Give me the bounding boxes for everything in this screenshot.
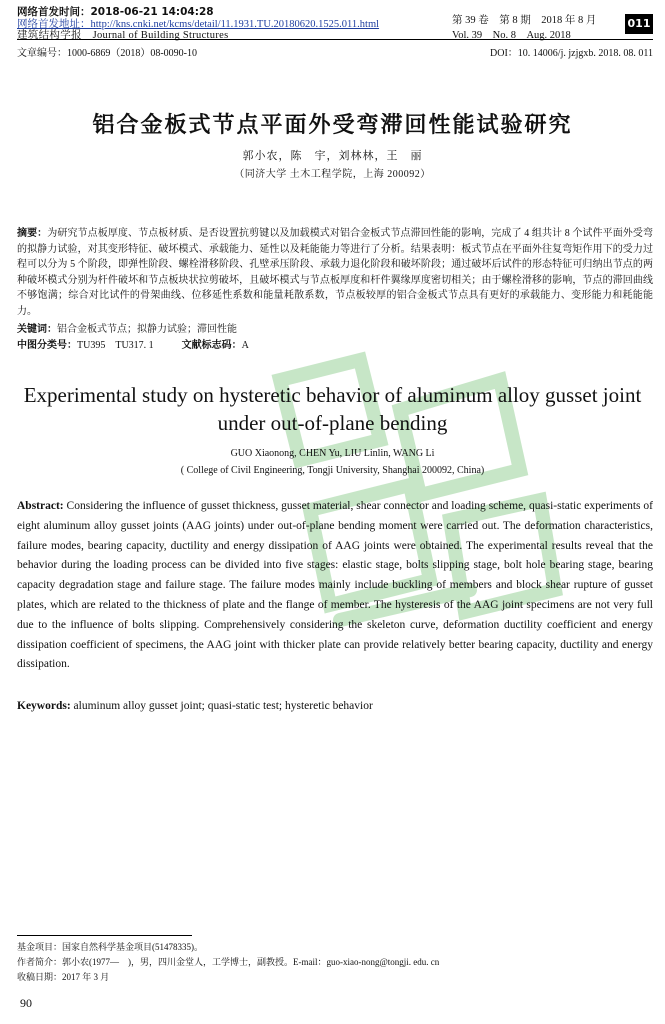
affiliation-english: ( College of Civil Engineering, Tongji University, Shanghai 200092, China) — [180, 465, 485, 476]
doc-code-value: A — [241, 340, 249, 351]
clc-label: 中图分类号： — [17, 340, 77, 351]
keywords-en-text: aluminum alloy gusset joint; quasi-static test; hysteretic behavior — [70, 700, 373, 712]
publish-url-link[interactable]: 网络首发地址：http://kns.cnki.net/kcms/detail/11.1931.TU.20180620.1525.011.html — [17, 19, 380, 30]
page-number: 90 — [20, 996, 32, 1010]
issue-number-badge: 011 — [625, 14, 653, 34]
abstract-cn-label: 摘要： — [17, 228, 48, 239]
doi: DOI：10. 14006/j. jzjgxb. 2018. 08. 011 — [490, 48, 653, 59]
title-chinese: 铝合金板式节点平面外受弯滞回性能试验研究 — [92, 113, 573, 138]
abstract-en-text: Considering the influence of gusset thickness, gusset material, shear connector and loading scheme, quasi-static experiments of eight aluminum alloy gusset joints (AAG joints) under out-of-plane bending moment were carried out. The deformation characteristics, failure modes, bearing capacity, ductility and energy dissipation of AAG joints were obtained. The experimental results reveal that the behavior during the loading process can be divided into five stages: elastic stage, bolts slipping stage, bolt hole bearing stage, bearing capacity degradation stage and failure stage. The failure modes mainly include buckling of members and block shear rupture of gusset plates, which are related to the thickness of plate and the flange of member. The hysteresis of the AAG joint specimens are not very full due to the influence of bolts slipping. Comprehensively considering the skeleton curve, deformation ductility coefficient and energy dissipation coefficient of specimens, the AAG joint with thicker plate can provide relatively better bearing capacity, ductility and energy dissipation. — [17, 500, 653, 671]
abstract-english — [17, 497, 653, 675]
volume-info-en: Vol. 39 No. 8 Aug. 2018 — [452, 30, 571, 41]
footnote-received-date: 收稿日期：2017 年 3 月 — [17, 972, 110, 982]
keywords-cn-label: 关键词： — [17, 324, 57, 335]
header-divider — [17, 39, 653, 40]
abstract-en-label: Abstract: — [17, 500, 64, 512]
journal-name: 建筑结构学报 Journal of Building Structures — [17, 30, 229, 41]
doc-code-label: 文献标志码： — [181, 340, 242, 351]
keywords-english — [17, 700, 373, 712]
article-number: 文章编号：1000-6869（2018）08-0090-10 — [17, 48, 197, 59]
publish-time: 网络首发时间：2018-06-21 14:04:28 — [17, 6, 214, 18]
abstract-cn-text: 为研究节点板厚度、节点板材质、是否设置抗剪键以及加载模式对铝合金板式节点滞回性能的影响，完成了 4 组共计 8 个试件平面外受弯的拟静力试验，对其变形特征、破坏模式、承载能力、延性以及耗能能力等进行了分析。结果表明：板式节点在平面外往复弯矩作用下的受力过程可以分为 5 个阶段，即弹性阶段、螺栓滑移阶段、孔壁承压阶段、承载力退化阶段和破坏阶段；通过破坏后试件的形态特征可归纳出节点的两种破坏模式分别为杆件破坏和节点板块状拉剪破坏，且破坏模式与节点板厚度和杆件翼缘厚度密切相关；由于螺栓滑移的影响，节点的滞回曲线不够饱满；综合对比试件的骨架曲线、位移延性系数和能量耗散系数，节点板较厚的铝合金板式节点具有更好的承载能力、变形能力和耗能能力。 — [17, 228, 653, 317]
clc-value: TU395 TU317. 1 — [77, 340, 154, 351]
authors-english: GUO Xiaonong, CHEN Yu, LIU Linlin, WANG Li — [230, 448, 435, 459]
volume-info-cn: 第 39 卷 第 8 期 2018 年 8 月 — [452, 15, 597, 26]
footnote-author-bio: 作者简介：郭小农(1977— )，男，四川金堂人，工学博士，副教授。E-mail：guo-xiao-nong@tongji. edu. cn — [17, 957, 440, 967]
affiliation-chinese: （同济大学 土木工程学院，上海 200092） — [234, 169, 431, 180]
keywords-cn-text: 铝合金板式节点；拟静力试验；滞回性能 — [57, 324, 237, 335]
title-english: Experimental study on hysteretic behavior of aluminum alloy gusset joint under out-of-plane bending — [23, 383, 642, 435]
classification-line — [17, 336, 249, 351]
footnote-fund: 基金项目：国家自然科学基金项目(51478335)。 — [17, 942, 203, 952]
abstract-chinese — [17, 226, 653, 319]
keywords-en-label: Keywords: — [17, 700, 71, 712]
authors-chinese: 郭小农，陈 宇，刘林林，王 丽 — [242, 150, 423, 162]
footnote-divider — [17, 935, 192, 936]
keywords-chinese — [17, 320, 237, 335]
